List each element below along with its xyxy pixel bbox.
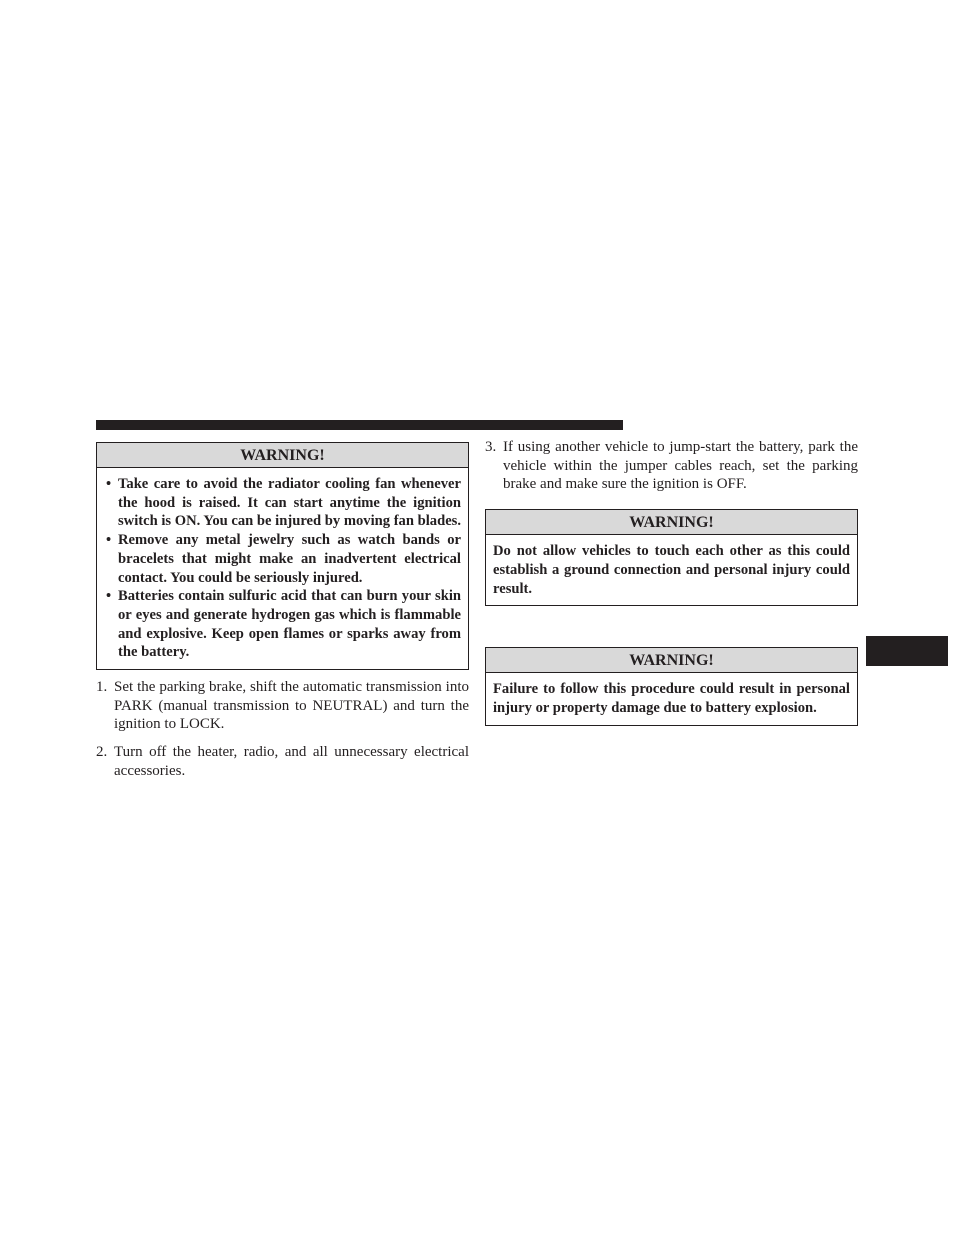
steps-list-right [485,438,858,494]
warning-bullet: • Batteries contain sulfuric acid that can burn your skin or eyes and generate hydrogen gas which is flammable and explosive. Keep open flames or sparks away from the battery. [104,587,461,662]
warning-body [97,468,468,669]
right-column [485,438,858,726]
warning-bullet: • Take care to avoid the radiator cooling fan whenever the hood is raised. It can start anytime the ignition switch is ON. You can be injured by moving fan blades. [104,475,461,531]
warning-box-explosion [485,647,858,725]
step-text: Set the parking brake, shift the automatic transmission into PARK (manual transmission to NEUTRAL) and turn the ignition to LOCK. [114,679,469,733]
step-number: 1. [96,679,108,696]
step-text: Turn off the heater, radio, and all unnecessary electrical accessories. [114,744,469,779]
warning-bullet: • Remove any metal jewelry such as watch bands or bracelets that might make an inadvertent electrical contact. You could be seriously injured. [104,531,461,587]
warning-title: WARNING! [97,443,468,468]
chapter-tab [866,636,948,666]
warning-body: Do not allow vehicles to touch each other as this could establish a ground connection and personal injury could result. [493,543,850,597]
step-number: 2. [96,744,108,761]
step-number: 3. [485,439,497,455]
section-rule [96,420,623,430]
step-3 [485,438,858,494]
step-1 [96,678,469,734]
steps-list-left [96,678,469,781]
warning-bullet-list [104,475,461,662]
warning-body: Failure to follow this procedure could result in personal injury or property damage due to battery explosion. [493,681,850,716]
warning-title: WARNING! [486,648,857,673]
warning-box-vehicles [485,509,858,606]
warning-title: WARNING! [486,510,857,535]
step-2 [96,743,469,780]
warning-box-fan [96,442,469,670]
step-text: If using another vehicle to jump-start the battery, park the vehicle within the jumper cables reach, set the parking brake and make sure the ignition is OFF. [503,439,858,493]
left-column [96,442,469,781]
